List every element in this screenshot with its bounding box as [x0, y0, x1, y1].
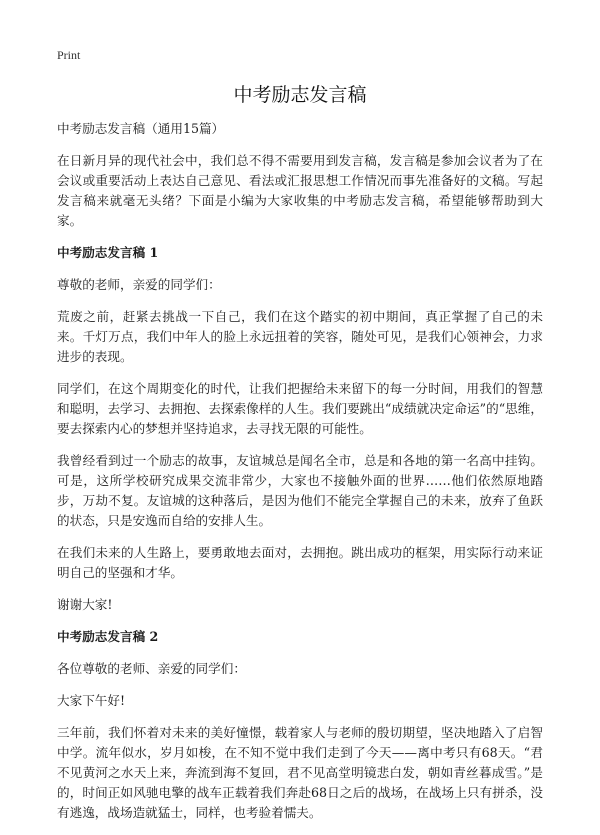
intro-paragraph: 在日新月异的现代社会中，我们总不得不需要用到发言稿，发言稿是参加会议者为了在会议或重要活动上表达自己意见、看法或汇报思想工作情况而事先准备好的文稿。写起发言稿来就毫无头绪？下面是小编为大家收集的中考励志发言稿，希望能够帮助到大家。: [57, 153, 543, 228]
section-1-paragraph-4: 我曾经看到过一个励志的故事，友谊城总是闻名全市，总是和各地的第一名高中挂钩。可是，这所学校研究成果交流非常少，大家也不接触外面的世界……他们依然原地踏步，万劫不复。友谊城的这种落后，是因为他们不能完全掌握自己的未来，放弃了鱼跃的状态，只是安逸而自给的安排人生。: [57, 453, 543, 528]
section-1-paragraph-3: 同学们，在这个周期变化的时代，让我们把握给未来留下的每一分时间，用我们的智慧和聪明，去学习、去拥抱、去探索像样的人生。我们要跳出“成绩就决定命运”的“思维，要去探索内心的梦想并坚持追求，去寻找无限的可能性。: [57, 381, 543, 436]
section-1-paragraph-1: 尊敬的老师，亲爱的同学们：: [57, 277, 221, 292]
section-2-paragraph-2: 大家下午好!: [57, 693, 126, 708]
section-1-paragraph-2: 荒废之前，赶紧去挑战一下自己，我们在这个踏实的初中期间，真正掌握了自己的未来。千灯万点，我们中年人的脸上永远扭着的笑容，随处可见，是我们心领神会，力求进步的表现。: [57, 309, 543, 364]
print-link[interactable]: Print: [57, 48, 81, 62]
section-heading-1: 中考励志发言稿 1: [57, 245, 159, 260]
article-body: [57, 119, 543, 835]
section-1-paragraph-6: 谢谢大家!: [57, 597, 113, 612]
page-title: 中考励志发言稿: [233, 84, 367, 106]
section-heading-2: 中考励志发言稿 2: [57, 629, 159, 644]
section-1-paragraph-5: 在我们未来的人生路上，要勇敢地去面对，去拥抱。跳出成功的框架，用实际行动来证明自己的坚强和才华。: [57, 545, 543, 580]
section-2-paragraph-1: 各位尊敬的老师、亲爱的同学们：: [57, 661, 246, 676]
section-2-paragraph-3: 三年前，我们怀着对未来的美好憧憬，载着家人与老师的殷切期望，坚决地踏入了启智中学。流年似水，岁月如梭，在不知不觉中我们走到了今天——离中考只有68天。“君不见黄河之水天上来，奔流到海不复回，君不见高堂明镜悲白发，朝如青丝暮成雪。”是的，时间正如风驰电擎的战车正载着我们奔赴68日之后的战场，在战场上只有拼杀，没有逃逸，战场造就猛士，同样，也考验着懦夫。: [57, 725, 543, 820]
article-subtitle: 中考励志发言稿（通用15篇）: [57, 121, 225, 136]
